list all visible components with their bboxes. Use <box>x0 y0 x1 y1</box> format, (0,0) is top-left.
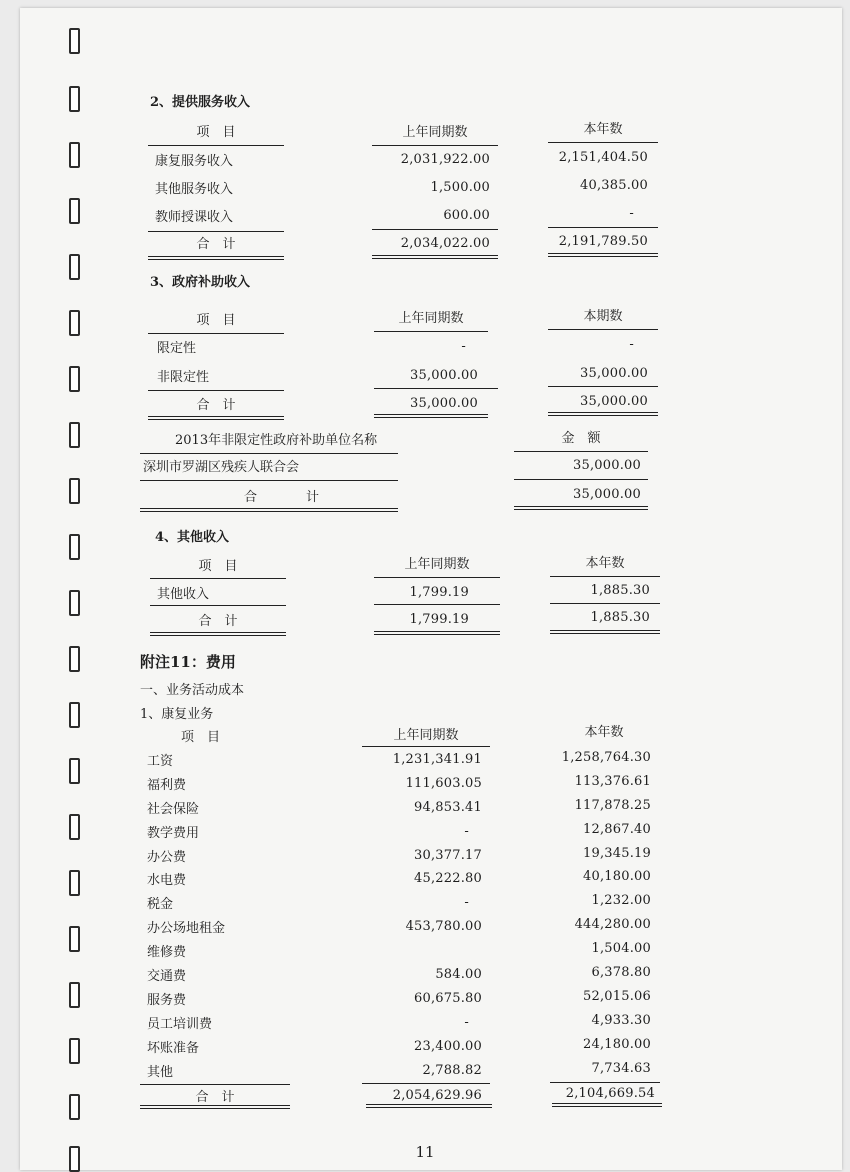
total-label: 合 计 <box>196 237 236 252</box>
column-header-item: 项 目 <box>196 313 236 328</box>
total-prev-value: 2,034,022.00 <box>400 236 490 251</box>
rule <box>140 453 398 454</box>
row-label: 水电费 <box>147 873 187 888</box>
row-prev-value: 453,780.00 <box>405 919 482 934</box>
column-header-prev: 上年同期数 <box>393 728 459 743</box>
column-header-curr: 本年数 <box>585 556 625 571</box>
rule <box>514 479 648 480</box>
rule <box>140 480 398 481</box>
row-curr-value: 2,151,404.50 <box>558 150 648 165</box>
double-rule <box>148 256 284 260</box>
subtable-total-label: 合 计 <box>244 490 338 505</box>
note-subtitle: 一、业务活动成本 <box>140 683 245 698</box>
binding-hole <box>69 86 80 112</box>
double-rule <box>372 255 498 259</box>
row-curr-value: 4,933.30 <box>591 1013 651 1028</box>
total-label: 合 计 <box>198 614 238 629</box>
row-prev-value: - <box>461 339 466 354</box>
double-rule <box>374 631 500 635</box>
double-rule <box>374 414 488 418</box>
column-header-curr: 本期数 <box>583 309 623 324</box>
row-label: 福利费 <box>147 778 187 793</box>
column-header-prev: 上年同期数 <box>398 311 464 326</box>
row-label: 社会保险 <box>147 802 200 817</box>
row-prev-value: - <box>464 895 469 910</box>
double-rule <box>548 253 658 257</box>
row-curr-value: 19,345.19 <box>583 846 651 861</box>
subtable-header-amount: 金 额 <box>561 431 601 446</box>
row-prev-value: 1,799.19 <box>409 585 469 600</box>
rule <box>148 231 284 232</box>
row-label: 税金 <box>147 897 174 912</box>
rule <box>550 576 660 577</box>
rule <box>140 1084 290 1085</box>
row-label: 员工培训费 <box>147 1017 213 1032</box>
rule <box>548 142 658 143</box>
note-subtitle: 1、康复业务 <box>140 707 214 722</box>
column-header-item: 项 目 <box>198 559 238 574</box>
row-label: 限定性 <box>157 341 197 356</box>
double-rule <box>550 630 660 634</box>
rule <box>150 578 286 579</box>
row-curr-value: 1,885.30 <box>590 583 650 598</box>
row-curr-value: 6,378.80 <box>591 965 651 980</box>
total-prev-value: 35,000.00 <box>410 396 478 411</box>
binding-hole <box>69 926 80 952</box>
binding-hole <box>69 1038 80 1064</box>
row-prev-value: 30,377.17 <box>414 848 482 863</box>
row-prev-value: 600.00 <box>443 208 490 223</box>
rule <box>550 1082 660 1083</box>
section-title: 4、其他收入 <box>155 530 230 545</box>
rule <box>362 746 490 747</box>
total-label: 合 计 <box>196 398 236 413</box>
row-curr-value: 7,734.63 <box>591 1061 651 1076</box>
binding-hole <box>69 422 80 448</box>
binding-hole <box>69 310 80 336</box>
row-curr-value: 12,867.40 <box>583 822 651 837</box>
row-prev-value: 2,031,922.00 <box>400 152 490 167</box>
row-prev-value: 23,400.00 <box>414 1039 482 1054</box>
row-label: 办公场地租金 <box>147 921 226 936</box>
row-curr-value: 35,000.00 <box>580 366 648 381</box>
row-label: 其他服务收入 <box>155 182 234 197</box>
double-rule <box>552 1103 662 1107</box>
row-label: 教学费用 <box>147 826 200 841</box>
rule <box>548 329 658 330</box>
binding-hole <box>69 646 80 672</box>
row-prev-value: 45,222.80 <box>414 871 482 886</box>
rule <box>374 331 488 332</box>
rule <box>362 1083 490 1084</box>
total-prev-value: 2,054,629.96 <box>392 1088 482 1103</box>
binding-hole <box>69 534 80 560</box>
row-label: 维修费 <box>147 945 187 960</box>
binding-holes <box>33 0 47 1170</box>
column-header-curr: 本年数 <box>584 725 624 740</box>
rule <box>372 145 498 146</box>
page-number: 11 <box>415 1143 435 1161</box>
rule <box>548 386 658 387</box>
total-label: 合 计 <box>195 1090 235 1105</box>
binding-hole <box>69 1094 80 1120</box>
column-header-item: 项 目 <box>181 730 221 745</box>
column-header-item: 项 目 <box>196 125 236 140</box>
double-rule <box>548 412 658 416</box>
binding-hole <box>69 198 80 224</box>
row-label: 非限定性 <box>157 370 210 385</box>
section-title: 3、政府补助收入 <box>150 275 251 290</box>
rule <box>148 333 284 334</box>
double-rule <box>514 506 648 510</box>
row-curr-value: 1,232.00 <box>591 893 651 908</box>
row-curr-value: - <box>629 206 634 221</box>
row-curr-value: - <box>629 337 634 352</box>
binding-hole <box>69 814 80 840</box>
binding-hole <box>69 366 80 392</box>
row-label: 办公费 <box>147 850 187 865</box>
row-curr-value: 40,385.00 <box>580 178 648 193</box>
rule <box>374 388 498 389</box>
row-curr-value: 40,180.00 <box>583 869 651 884</box>
column-header-prev: 上年同期数 <box>402 125 468 140</box>
rule <box>550 603 660 604</box>
subtable-total-amount: 35,000.00 <box>573 487 641 502</box>
rule <box>148 390 284 391</box>
rule <box>374 577 500 578</box>
subtable-header-name: 2013年非限定性政府补助单位名称 <box>175 433 378 448</box>
row-curr-value: 444,280.00 <box>574 917 651 932</box>
row-label: 其他收入 <box>157 587 210 602</box>
rule <box>548 227 658 228</box>
section-title: 2、提供服务收入 <box>150 95 251 110</box>
row-curr-value: 1,258,764.30 <box>561 750 651 765</box>
total-prev-value: 1,799.19 <box>409 612 469 627</box>
binding-hole <box>69 702 80 728</box>
binding-hole <box>69 28 80 54</box>
row-curr-value: 117,878.25 <box>574 798 651 813</box>
double-rule <box>140 1105 290 1109</box>
row-label: 教师授课收入 <box>155 210 234 225</box>
row-prev-value: 60,675.80 <box>414 991 482 1006</box>
row-prev-value: 111,603.05 <box>405 776 482 791</box>
total-curr-value: 35,000.00 <box>580 394 648 409</box>
row-prev-value: - <box>464 1015 469 1030</box>
rule <box>148 145 284 146</box>
row-curr-value: 1,504.00 <box>591 941 651 956</box>
row-label: 其他 <box>147 1065 174 1080</box>
binding-hole <box>69 758 80 784</box>
row-label: 服务费 <box>147 993 187 1008</box>
binding-hole <box>69 982 80 1008</box>
binding-hole <box>69 590 80 616</box>
row-label: 坏账准备 <box>147 1041 200 1056</box>
binding-hole <box>69 478 80 504</box>
column-header-curr: 本年数 <box>583 122 623 137</box>
double-rule <box>140 508 398 512</box>
row-label: 工资 <box>147 754 174 769</box>
rule <box>372 229 498 230</box>
row-prev-value: 1,500.00 <box>430 180 490 195</box>
rule <box>514 451 648 452</box>
double-rule <box>150 632 286 636</box>
rule <box>374 604 500 605</box>
row-curr-value: 113,376.61 <box>574 774 651 789</box>
binding-hole <box>69 254 80 280</box>
row-curr-value: 24,180.00 <box>583 1037 651 1052</box>
row-label: 交通费 <box>147 969 187 984</box>
total-curr-value: 2,104,669.54 <box>565 1086 655 1101</box>
row-curr-value: 52,015.06 <box>583 989 651 1004</box>
row-prev-value: 2,788.82 <box>422 1063 482 1078</box>
double-rule <box>148 416 284 420</box>
row-prev-value: 584.00 <box>435 967 482 982</box>
total-curr-value: 1,885.30 <box>590 610 650 625</box>
row-prev-value: 1,231,341.91 <box>392 752 482 767</box>
column-header-prev: 上年同期数 <box>404 557 470 572</box>
subtable-row-label: 深圳市罗湖区残疾人联合会 <box>143 460 300 475</box>
row-prev-value: - <box>464 824 469 839</box>
binding-hole <box>69 870 80 896</box>
row-label: 康复服务收入 <box>155 154 234 169</box>
row-prev-value: 35,000.00 <box>410 368 478 383</box>
row-prev-value: 94,853.41 <box>414 800 482 815</box>
total-curr-value: 2,191,789.50 <box>558 234 648 249</box>
double-rule <box>366 1104 492 1108</box>
rule <box>150 605 286 606</box>
note-title: 附注11：费用 <box>140 653 236 671</box>
subtable-row-amount: 35,000.00 <box>573 458 641 473</box>
binding-hole <box>69 142 80 168</box>
